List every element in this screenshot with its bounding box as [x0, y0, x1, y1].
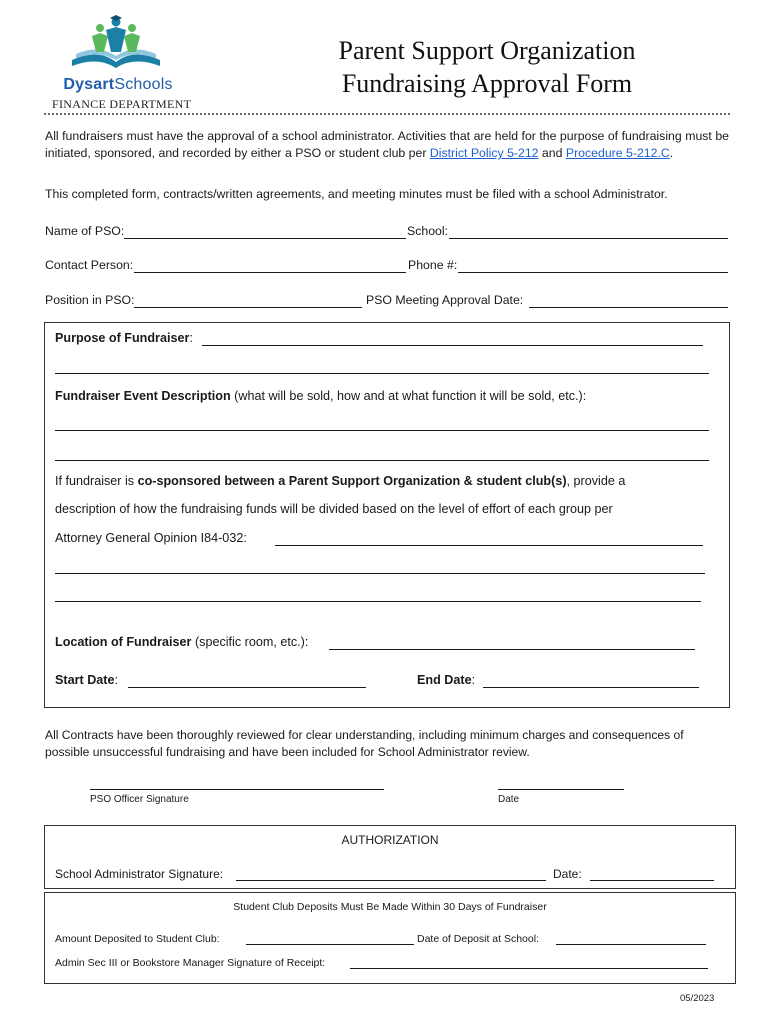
cosponsor-field-line-3[interactable]: [55, 601, 701, 602]
contracts-statement: All Contracts have been thoroughly reviewed for clear understanding, including minimum charges and consequences of possible unsuccessful fundraising and have been included for School Administrator review.: [45, 728, 684, 759]
title-line-1: Parent Support Organization: [338, 36, 636, 65]
signature-date-label: Date: [498, 794, 520, 805]
receipt-signature-field[interactable]: [350, 968, 708, 969]
event-description-line-1[interactable]: [55, 430, 709, 431]
contact-person-label: Contact Person:: [45, 258, 134, 272]
amount-deposited-field[interactable]: [246, 944, 414, 945]
end-date-bold: End Date: [417, 673, 472, 687]
event-description-label: [55, 389, 586, 403]
purpose-label: [55, 331, 193, 345]
cosponsor-line-1: [55, 474, 625, 488]
contact-person-field[interactable]: [134, 272, 406, 273]
location-field[interactable]: [329, 649, 695, 650]
cosponsor-bold: co-sponsored between a Parent Support Organization & student club(s): [137, 474, 567, 488]
purpose-label-bold: Purpose of Fundraiser: [55, 331, 190, 345]
cosponsor-line-3: Attorney General Opinion I84-032:: [55, 531, 247, 545]
intro-text: All fundraisers must have the approval of a school administrator. Activities that are held for the purpose of fundraising must be initiated, sponsored, and recorded by either a PSO or student club per: [45, 129, 729, 160]
pso-meeting-approval-date-label: PSO Meeting Approval Date:: [366, 293, 524, 307]
start-date-bold: Start Date: [55, 673, 115, 687]
intro-and: and: [538, 146, 566, 160]
deposit-date-label: Date of Deposit at School:: [417, 933, 539, 945]
procedure-link[interactable]: Procedure 5-212.C: [565, 146, 670, 160]
purpose-colon: :: [189, 331, 193, 345]
logo-brand-bold: Dysart: [63, 76, 115, 93]
start-date-field[interactable]: [128, 687, 366, 688]
signature-date-field[interactable]: [498, 789, 624, 790]
admin-signature-label: School Administrator Signature:: [55, 867, 224, 881]
intro-paragraph: [45, 128, 729, 162]
cosponsor-line-2: description of how the fundraising funds will be divided based on the level of effort of each group per: [55, 502, 613, 516]
start-date-colon: :: [114, 673, 118, 687]
dysart-logo-icon: [58, 14, 178, 76]
location-rest: (specific room, etc.):: [191, 635, 309, 649]
dysart-logo: [58, 14, 178, 93]
purpose-field-line-2[interactable]: [55, 373, 709, 374]
pso-meeting-approval-date-field[interactable]: [529, 307, 728, 308]
end-date-field[interactable]: [483, 687, 699, 688]
pso-officer-signature-field[interactable]: [90, 789, 384, 790]
name-of-pso-label: Name of PSO:: [45, 224, 125, 238]
title-line-2: Fundraising Approval Form: [341, 69, 633, 98]
district-policy-link[interactable]: District Policy 5-212: [429, 146, 539, 160]
event-description-bold: Fundraiser Event Description: [55, 389, 231, 403]
intro-end: .: [669, 146, 674, 160]
name-of-pso-field[interactable]: [124, 238, 406, 239]
end-date-colon: :: [471, 673, 476, 687]
end-date-label: [417, 673, 475, 687]
authorization-date-label: Date:: [553, 867, 582, 881]
form-version: 05/2023: [680, 993, 715, 1004]
authorization-title: AUTHORIZATION: [341, 833, 439, 847]
purpose-field[interactable]: [202, 345, 703, 346]
admin-signature-field[interactable]: [236, 880, 546, 881]
cosponsor-post: , provide a: [566, 474, 626, 488]
logo-wordmark: [58, 76, 178, 94]
filing-instructions: This completed form, contracts/written agreements, and meeting minutes must be filed with a school Administrator.: [45, 187, 668, 201]
start-date-label: [55, 673, 118, 687]
event-description-rest: (what will be sold, how and at what function it will be sold, etc.):: [230, 389, 587, 403]
cosponsor-field-line-1[interactable]: [275, 545, 703, 546]
position-in-pso-label: Position in PSO:: [45, 293, 135, 307]
logo-brand-rest: Schools: [114, 76, 173, 93]
receipt-signature-label: Admin Sec III or Bookstore Manager Signature of Receipt:: [55, 957, 326, 969]
phone-label: Phone #:: [408, 258, 458, 272]
school-field[interactable]: [449, 238, 728, 239]
cosponsor-pre: If fundraiser is: [55, 474, 138, 488]
deposit-date-field[interactable]: [556, 944, 706, 945]
amount-deposited-label: Amount Deposited to Student Club:: [55, 933, 220, 945]
authorization-date-field[interactable]: [590, 880, 714, 881]
page-title: [290, 34, 684, 100]
location-label: [55, 635, 308, 649]
phone-field[interactable]: [458, 272, 728, 273]
header-divider: [44, 113, 730, 115]
school-label: School:: [407, 224, 449, 238]
cosponsor-field-line-2[interactable]: [55, 573, 705, 574]
pso-officer-signature-label: PSO Officer Signature: [90, 794, 189, 805]
position-in-pso-field[interactable]: [134, 307, 362, 308]
event-description-line-2[interactable]: [55, 460, 709, 461]
deposits-title: Student Club Deposits Must Be Made Within 30 Days of Fundraiser: [233, 901, 547, 913]
location-bold: Location of Fundraiser: [55, 635, 192, 649]
department-label: FINANCE DEPARTMENT: [52, 97, 192, 111]
